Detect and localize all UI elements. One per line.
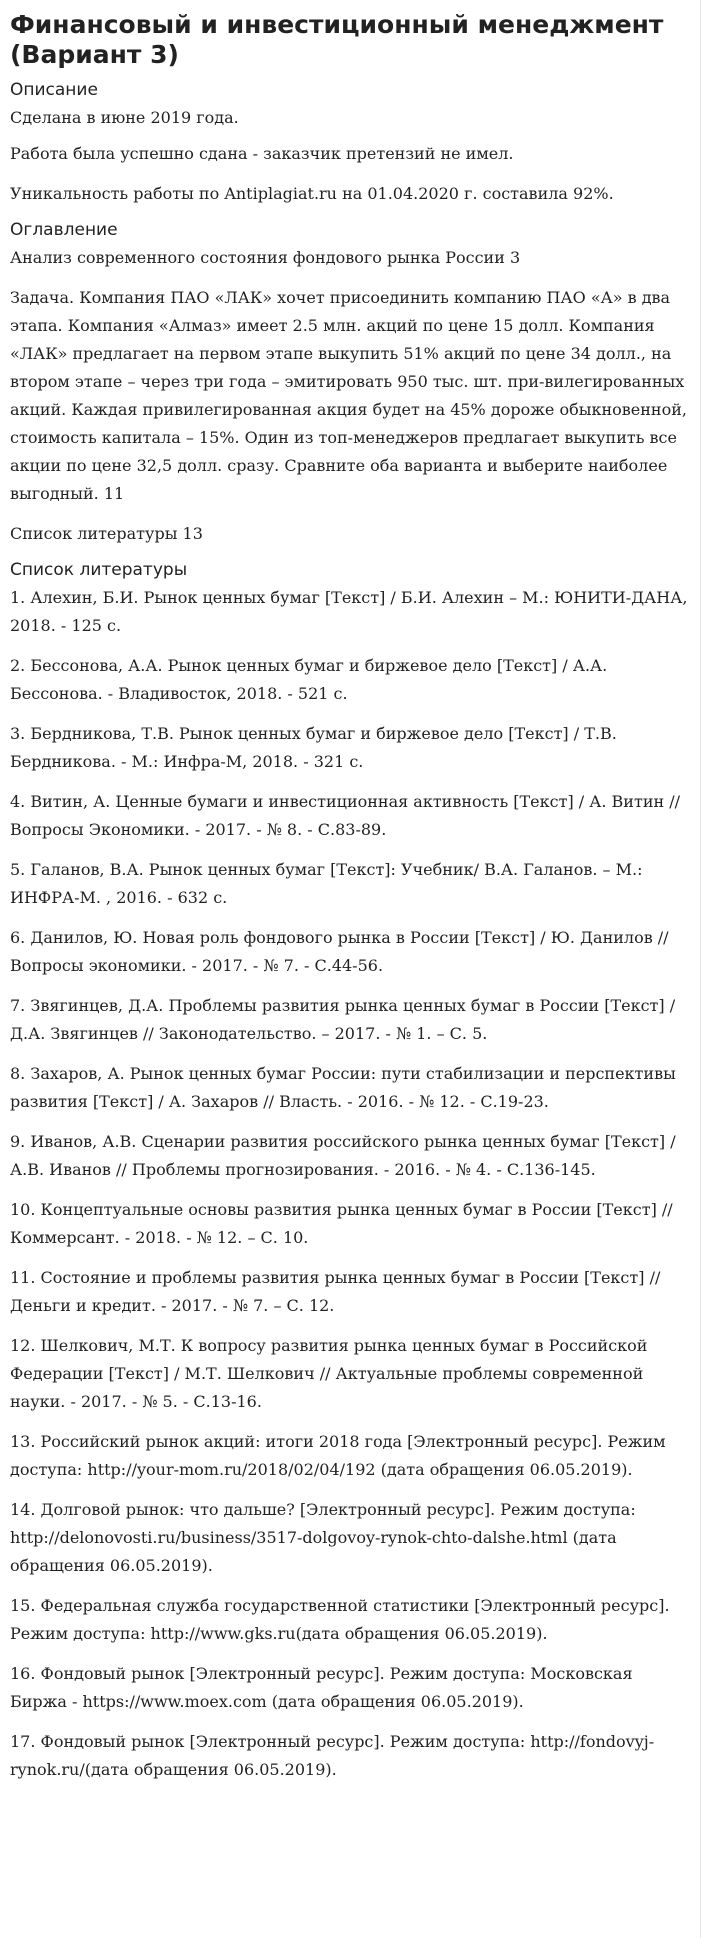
bibliography-item: 13. Российский рынок акций: итоги 2018 года [Электронный ресурс]. Режим доступа: http://your-mom.ru/2018/02/04/192 (дата обращения 06.05.2019). — [10, 1432, 666, 1479]
bibliography-list — [10, 584, 690, 1784]
bibliography-item: 2. Бессонова, А.А. Рынок ценных бумаг и биржевое дело [Текст] / А.А. Бессонова. - Владивосток, 2018. - 521 с. — [10, 656, 608, 703]
bibliography-item: 9. Иванов, А.В. Сценарии развития российского рынка ценных бумаг [Текст] / А.В. Иванов // Проблемы прогнозирования. - 2016. - № 4. - С.136-145. — [10, 1132, 676, 1179]
description-line: Работа была успешно сдана - заказчик претензий не имел. — [10, 144, 514, 163]
bibliography-item: 3. Бердникова, Т.В. Рынок ценных бумаг и биржевое дело [Текст] / Т.В. Бердникова. - М.: Инфра-М, 2018. - 321 с. — [10, 724, 617, 771]
bibliography-item: 11. Состояние и проблемы развития рынка ценных бумаг в России [Текст] // Деньги и кредит. - 2017. - № 7. – С. 12. — [10, 1268, 661, 1315]
bibliography-item: 15. Федеральная служба государственной статистики [Электронный ресурс]. Режим доступа: http://www.gks.ru(дата обращения 06.05.2019). — [10, 1596, 670, 1643]
bibliography-item: 7. Звягинцев, Д.А. Проблемы развития рынка ценных бумаг в России [Текст] / Д.А. Звягинцев // Законодательство. – 2017. - № 1. – С. 5. — [10, 996, 676, 1043]
toc-item: Список литературы 13 — [10, 524, 203, 543]
description-heading: Описание — [10, 80, 98, 100]
bibliography-heading: Список литературы — [10, 560, 188, 580]
bibliography-item: 17. Фондовый рынок [Электронный ресурс]. Режим доступа: http://fondovyj-rynok.ru/(дата обращения 06.05.2019). — [10, 1732, 655, 1779]
bibliography-item: 12. Шелкович, М.Т. К вопросу развития рынка ценных бумаг в Российской Федерации [Текст] / М.Т. Шелкович // Актуальные проблемы современной науки. - 2017. - № 5. - С.13-16. — [10, 1336, 648, 1411]
toc-item: Анализ современного состояния фондового рынка России 3 — [10, 248, 521, 267]
bibliography-item: 4. Витин, А. Ценные бумаги и инвестиционная активность [Текст] / А. Витин // Вопросы Экономики. - 2017. - № 8. - С.83-89. — [10, 792, 681, 839]
description-line: Сделана в июне 2019 года. — [10, 108, 239, 127]
bibliography-item: 1. Алехин, Б.И. Рынок ценных бумаг [Текст] / Б.И. Алехин – М.: ЮНИТИ-ДАНА, 2018. - 125 с. — [10, 588, 688, 635]
bibliography-item: 16. Фондовый рынок [Электронный ресурс]. Режим доступа: Московская Биржа - https://www.moex.com (дата обращения 06.05.2019). — [10, 1664, 633, 1711]
bibliography-item: 10. Концептуальные основы развития рынка ценных бумаг в России [Текст] //Коммерсант. - 2018. - № 12. – С. 10. — [10, 1200, 673, 1247]
bibliography-item: 5. Галанов, В.А. Рынок ценных бумаг [Текст]: Учебник/ В.А. Галанов. – М.: ИНФРА-М. , 2016. - 632 с. — [10, 860, 643, 907]
description-line: Уникальность работы по Antiplagiat.ru на 01.04.2020 г. составила 92%. — [10, 184, 614, 203]
toc-heading: Оглавление — [10, 220, 118, 240]
bibliography-item: 14. Долговой рынок: что дальше? [Электронный ресурс]. Режим доступа: http://delonovosti.ru/business/3517-dolgovoy-rynok-chto-dalshe.html (дата обращения 06.05.2019). — [10, 1500, 636, 1575]
bibliography-item: 6. Данилов, Ю. Новая роль фондового рынка в России [Текст] / Ю. Данилов // Вопросы экономики. - 2017. - № 7. - С.44-56. — [10, 928, 669, 975]
bibliography-item: 8. Захаров, А. Рынок ценных бумаг России: пути стабилизации и перспективы развития [Текст] / А. Захаров // Власть. - 2016. - № 12. - С.19-23. — [10, 1064, 676, 1111]
toc-item: Задача. Компания ПАО «ЛАК» хочет присоединить компанию ПАО «А» в два этапа. Компания «Алмаз» имеет 2.5 млн. акций по цене 15 долл. Компания «ЛАК» предлагает на первом этапе выкупить 51% акций по цене 34 долл., на втором этапе – через три года – эмитировать 950 тыс. шт. при-вилегированных акций. Каждая привилегированная акция будет на 45% дороже обыкновенной, стоимость капитала – 15%. Один из топ-менеджеров предлагает выкупить все акции по цене 32,5 долл. сразу. Сравните оба варианта и выберите наиболее выгодный. 11 — [10, 288, 687, 503]
page-title: Финансовый и инвестиционный менеджмент (Вариант 3) — [10, 10, 664, 69]
